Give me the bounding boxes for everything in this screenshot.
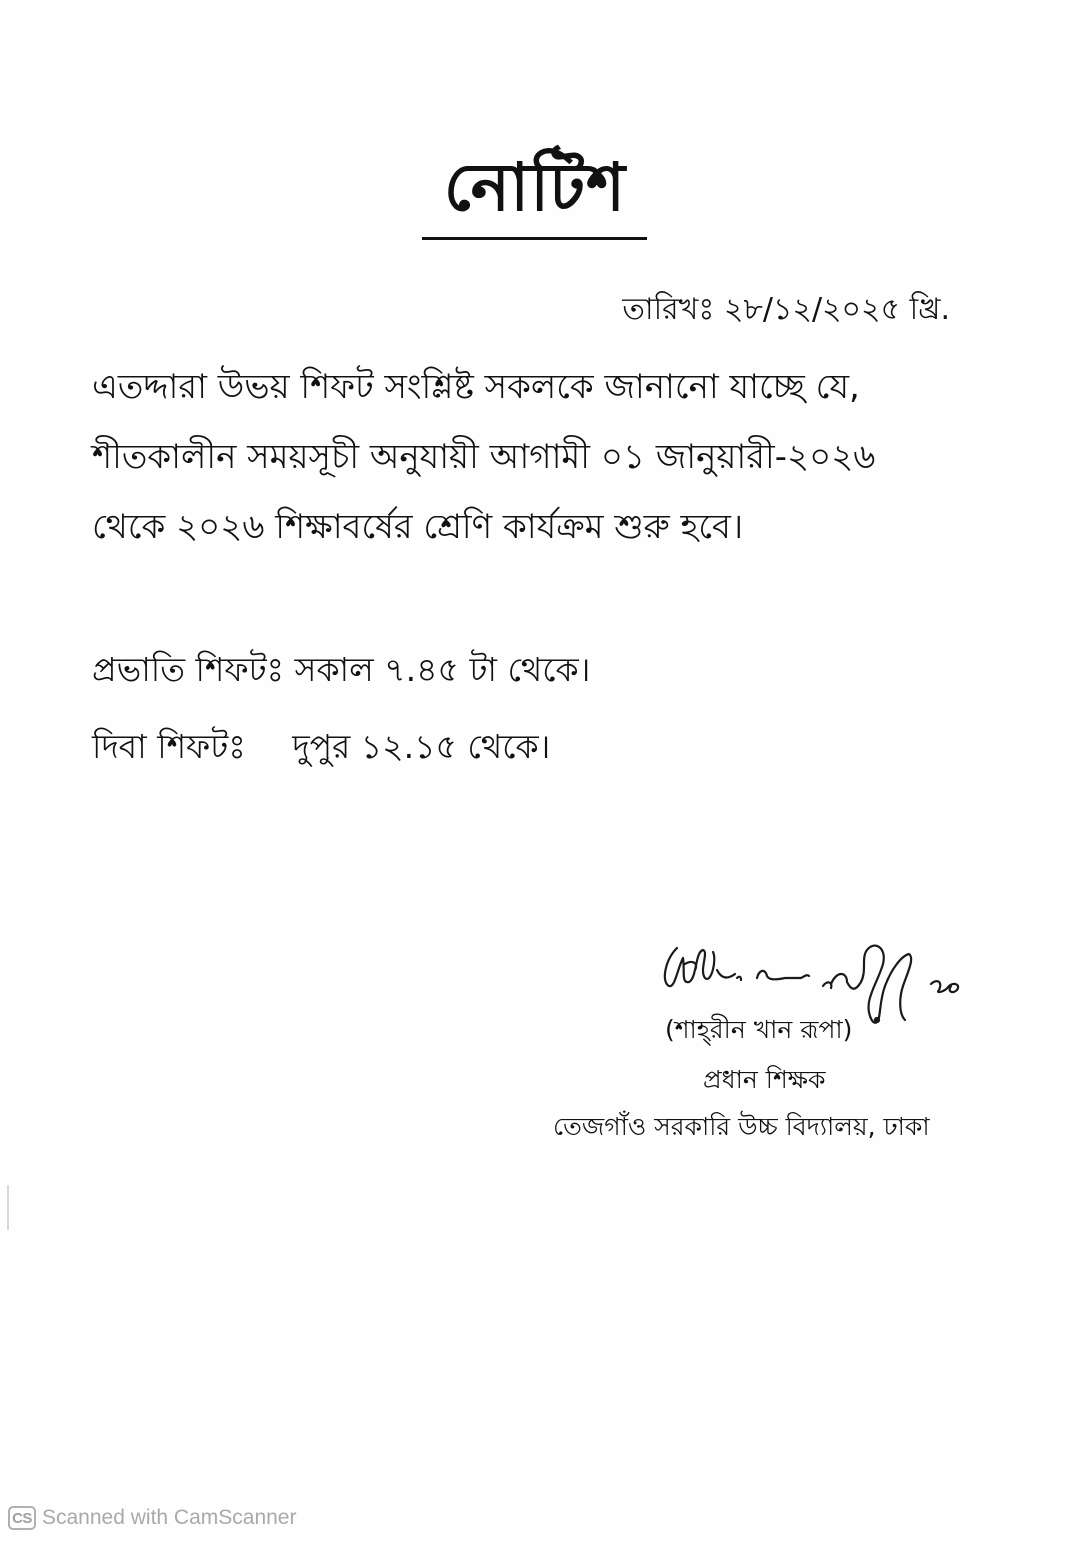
institution-name: তেজগাঁও সরকারি উচ্চ বিদ্যালয়, ঢাকা	[553, 1112, 930, 1141]
body-line: থেকে ২০২৬ শিক্ষাবর্ষের শ্রেণি কার্যক্রম শুরু হবে।	[92, 507, 744, 547]
camscanner-logo-icon: CS	[8, 1506, 36, 1530]
body-line: এতদ্দারা উভয় শিফট সংশ্লিষ্ট সকলকে জানানো যাচ্ছে যে,	[92, 367, 860, 407]
notice-body	[92, 352, 992, 562]
shift-label: দিবা শিফটঃ	[92, 727, 246, 766]
shift-time: সকাল ৭.৪৫ টা থেকে।	[294, 650, 591, 689]
shift-morning	[92, 645, 590, 695]
notice-title: নোটিশ	[443, 149, 627, 226]
notice-date: তারিখঃ ২৮/১২/২০২৫ খ্রি.	[622, 292, 950, 327]
watermark-text: Scanned with CamScanner	[42, 1506, 297, 1529]
camscanner-watermark	[8, 1503, 296, 1533]
shift-day	[92, 722, 550, 772]
title-underline	[422, 237, 647, 240]
scan-edge-mark	[7, 1185, 9, 1230]
shift-label: প্রভাতি শিফটঃ	[92, 650, 285, 689]
shift-time: দুপুর ১২.১৫ থেকে।	[292, 727, 551, 766]
signatory-name: (শাহ্‌রীন খান রূপা)	[665, 1015, 853, 1044]
body-line: শীতকালীন সময়সূচী অনুযায়ী আগামী ০১ জানুয়ারী-২০২৬	[92, 437, 876, 477]
signatory-designation: প্রধান শিক্ষক	[703, 1065, 826, 1094]
